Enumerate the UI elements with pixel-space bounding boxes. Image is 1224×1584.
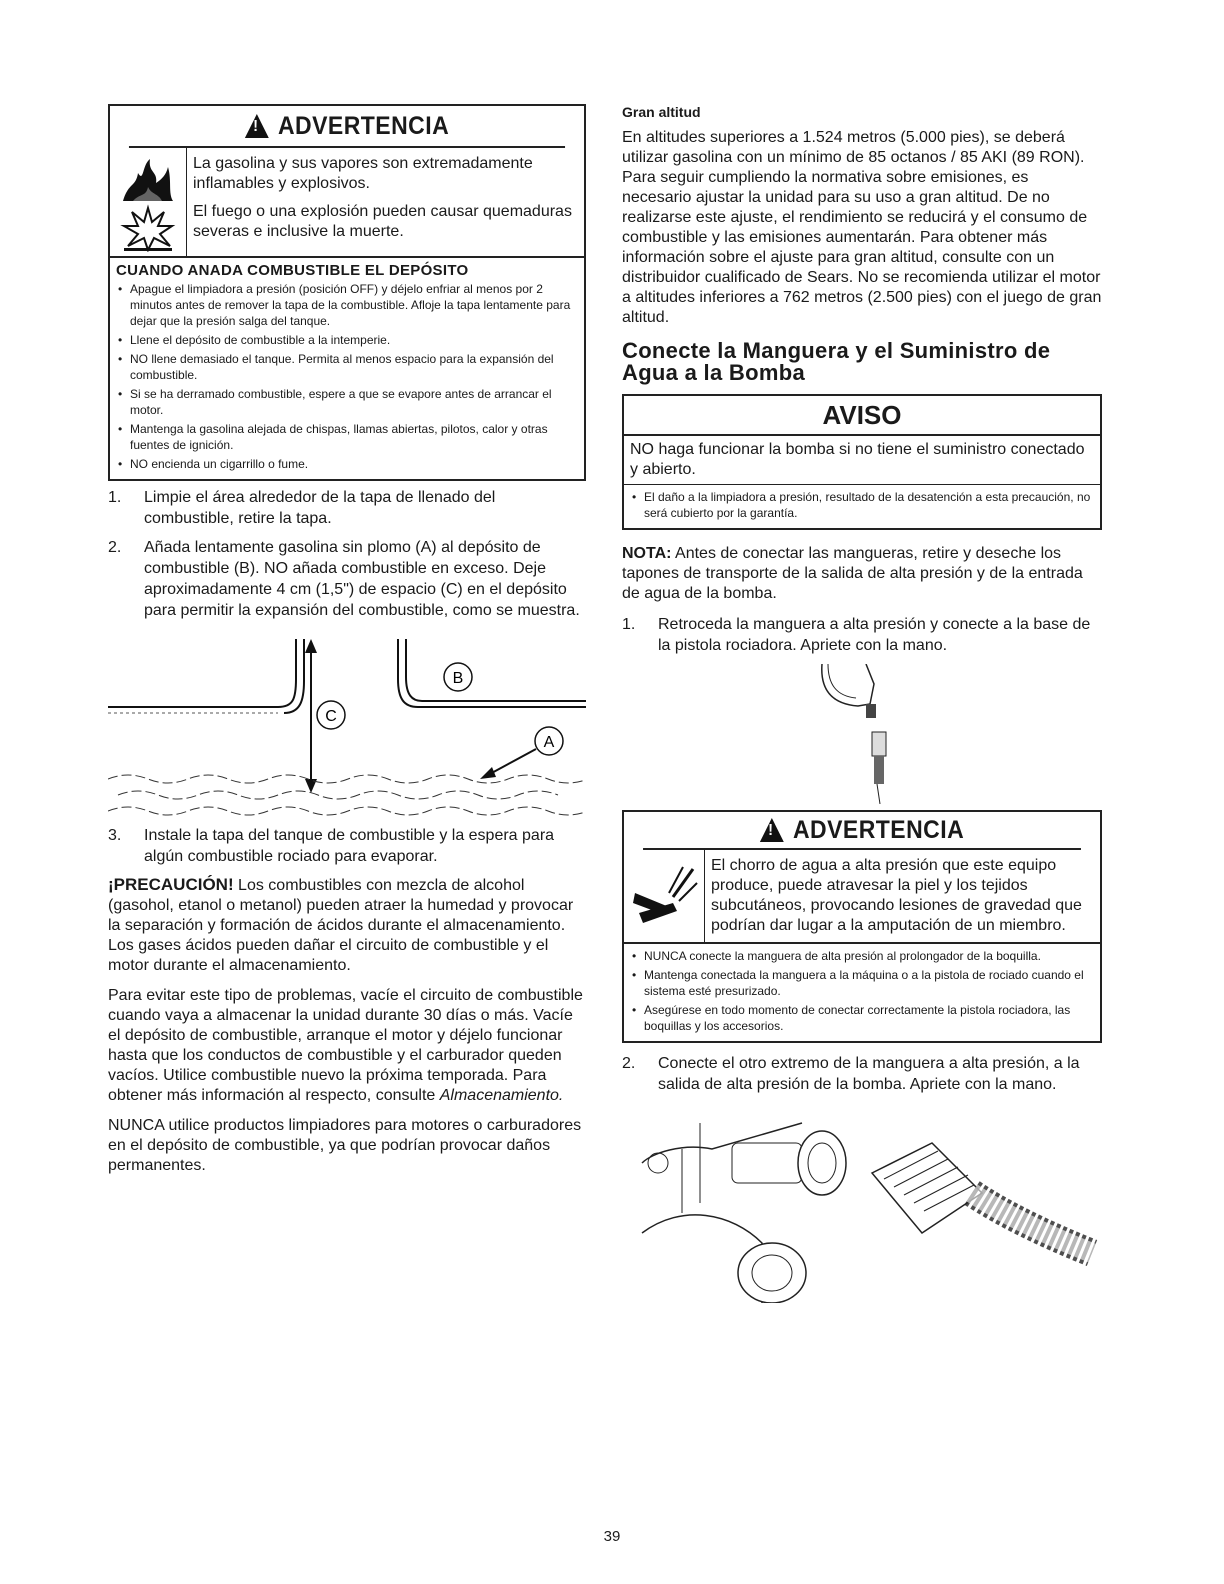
refuel-subtitle: CUANDO ANADA COMBUSTIBLE EL DEPÓSITO [110,256,584,281]
label-c: C [325,708,337,725]
list-item: • Apague el limpiadora a presión (posición OFF) y déjelo enfriar al menos por 2 minutos antes de remover la tapa de la combustible. Afloje la tapa lentamente para dejar que la presión salga del tanque. [116,281,578,329]
hazard-row [624,850,1100,942]
hazard-pictograms [624,850,705,942]
warning-triangle-icon: ! [760,818,784,842]
refuel-bullets [110,281,584,479]
warning-triangle-icon: ! [245,114,269,138]
hazard-pictograms [110,148,187,256]
list-item: • Asegúrese en todo momento de conectar correctamente la pistola rociadora, las boquillas y los accesorios. [630,1002,1094,1034]
storage-paragraph: Para evitar este tipo de problemas, vacíe el circuito de combustible cuando vaya a almacenar la unidad durante 30 días o más. Vacíe el depósito de combustible, arranque el motor y déjelo funcionar hasta que los conductos de combustible y el carburador queden vacíos. Utilice combustible nuevo la próxima temporada. Para obtener más información al respecto, consulte Almacenamiento. [108,987,583,1104]
nota-label: NOTA: [622,545,672,562]
left-column [108,104,586,1186]
hose-step-1 [622,614,1102,656]
spray-gun-hose-illustration [622,664,1102,804]
step-2: 2. Conecte el otro extremo de la manguera a alta presión, a la salida de alta presión de la bomba. Apriete con la mano. [622,1055,1080,1093]
hazard-texts [705,850,1100,942]
fire-icon [118,153,178,203]
hose-step-2 [622,1053,1102,1095]
aviso-title: AVISO [624,396,1100,436]
hazard-text-1: La gasolina y sus vapores son extremadamente inflamables y explosivos. [193,155,533,192]
aviso-bullets [624,485,1100,528]
list-item: • Mantenga conectada la manguera a la máquina o a la pistola de rociado cuando el sistema esté presurizado. [630,967,1094,999]
warning-title: ADVERTENCIA [792,815,965,844]
pump-outlet-illustration [622,1103,1102,1303]
list-item: • El daño a la limpiadora a presión, resultado de la desatención a esta precaución, no será cubierto por la garantía. [630,489,1094,521]
warning-title: ADVERTENCIA [277,111,450,140]
step-1: 1. Limpie el área alrededor de la tapa de llenado del combustible, retire la tapa. [108,489,496,527]
list-item: • Mantenga la gasolina alejada de chispas, llamas abiertas, pilotos, calor y otras fuentes de ignición. [116,421,578,453]
step-1: 1. Retroceda la manguera a alta presión y conecte a la base de la pistola rociadora. Apriete con la mano. [622,616,1091,654]
step-2: 2. Añada lentamente gasolina sin plomo (A) al depósito de combustible (B). NO añada combustible en exceso. Deje aproximadamente 4 cm (1,5") de espacio (C) en el depósito para permitir la expansión del combustible, como se muestra. [108,539,580,619]
hazard-text: El chorro de agua a alta presión que este equipo produce, puede atravesar la piel y los tejidos subcutáneos, provocando lesiones de gravedad que podrían dar lugar a la amputación de un miembro. [711,857,1082,934]
step-3: 3. Instale la tapa del tanque de combustible y la espera para algún combustible rociado para evaporar. [108,827,555,865]
fuel-tank-diagram [108,629,586,819]
hazard-text-2: El fuego o una explosión pueden causar quemaduras severas e inclusive la muerte. [193,203,572,240]
label-a: A [543,734,555,751]
warning-header [643,812,1081,850]
list-item: • NO encienda un cigarrillo o fume. [116,456,578,472]
altitude-title: Gran altitud [622,104,701,120]
aviso-text: NO haga funcionar la bomba si no tiene el suministro conectado y abierto. [624,436,1100,485]
page-number: 39 [603,1528,621,1545]
explosion-icon [120,204,176,252]
hazard-texts [187,148,584,256]
aviso-box [622,394,1102,530]
spray-injection-icon [629,863,699,929]
fuel-warning-box [108,104,586,481]
list-item: • NUNCA conecte la manguera de alta presión al prolongador de la boquilla. [630,948,1094,964]
injection-bullets [624,942,1100,1041]
caution-label: ¡PRECAUCIÓN! [108,875,234,894]
caution-paragraph: ¡PRECAUCIÓN! Los combustibles con mezcla de alcohol (gasohol, etanol o metanol) pueden atraer la humedad y provocar la separación y formación de ácidos durante el almacenamiento. Los gases ácidos pueden dañar el circuito de combustible y el motor durante el almacenamiento. [108,875,574,974]
altitude-paragraph: En altitudes superiores a 1.524 metros (5.000 pies), se deberá utilizar gasolina con un mínimo de 85 octanos / 85 AKI (89 RON). Para seguir cumpliendo la normativa sobre emisiones, es necesario ajustar la unidad para su uso a gran altitud. De no realizarse este ajuste, el rendimiento se reducirá y el consumo de combustible y las emisiones aumentarán. Para obtener más información sobre el ajuste para gran altitud, consulte con un distribuidor cualificado de Sears. No se recomienda utilizar el motor a altitudes inferiores a 762 metros (2.500 pies) con el juego de gran altitud. [622,129,1102,326]
label-b: B [452,670,464,687]
list-item: • NO llene demasiado el tanque. Permita al menos espacio para la expansión del combustible. [116,351,578,383]
nota-paragraph: NOTA: Antes de conectar las mangueras, retire y deseche los tapones de transporte de la salida de alta presión y de la entrada de agua de la bomba. [622,545,1083,602]
injection-warning-box [622,810,1102,1043]
right-column [622,104,1102,1303]
refuel-step-3 [108,825,586,867]
list-item: • Llene el depósito de combustible a la intemperie. [116,332,578,348]
section-title: Conecte la Manguera y el Suministro de Agua a la Bomba [622,338,1051,385]
refuel-steps [108,487,586,621]
warning-header [129,106,565,148]
hazard-row [110,148,584,256]
storage-reference: Almacenamiento. [439,1087,564,1104]
cleaner-paragraph: NUNCA utilice productos limpiadores para motores o carburadores en el depósito de combustible, ya que podrían provocar daños permanentes. [108,1117,582,1174]
list-item: • Si se ha derramado combustible, espere a que se evapore antes de arrancar el motor. [116,386,578,418]
